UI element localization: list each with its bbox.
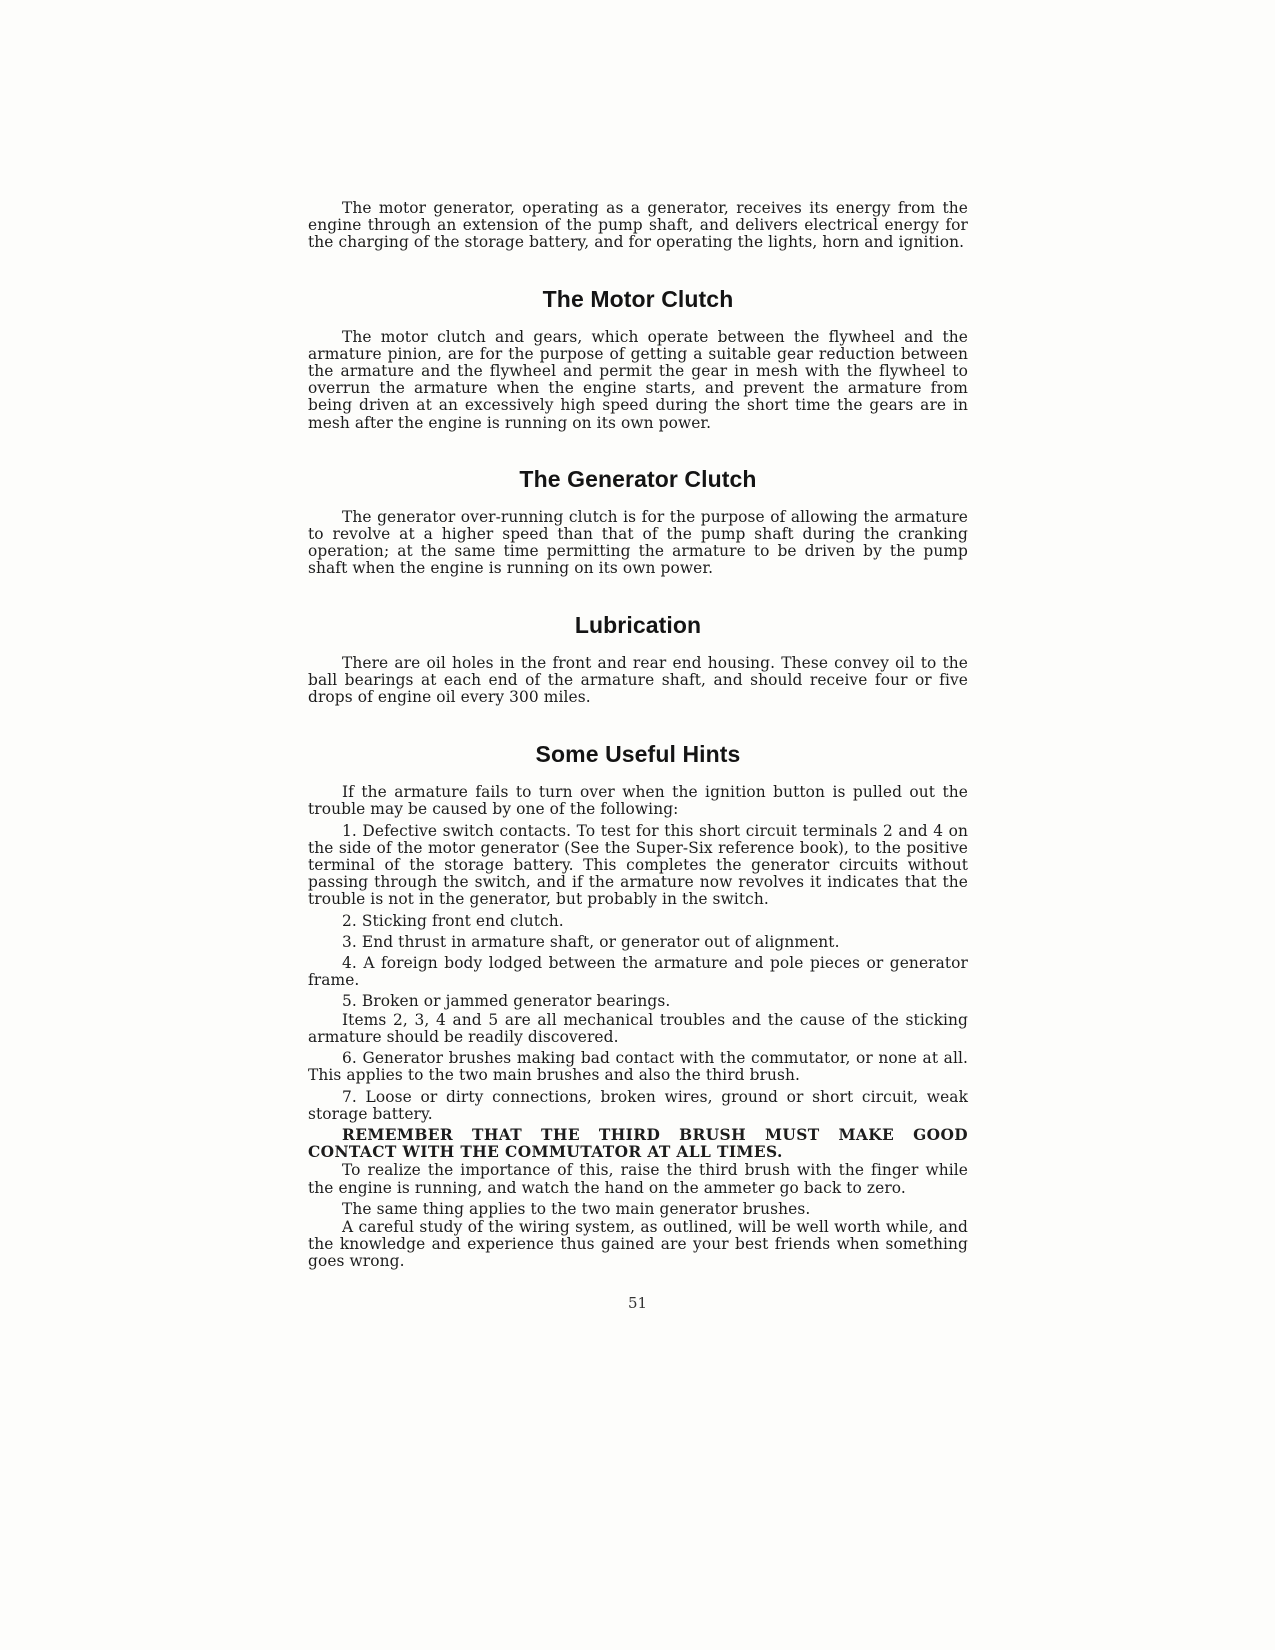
motor-clutch-paragraph: The motor clutch and gears, which operate between the flywheel and the armature pinion, are for the purpose of getting a suitable gear reduction between the armature and the flywheel and permit the gear in mesh with the flywheel to overrun the armature when the engine starts, and prevent the armature from being driven at an excessively high speed during the short time the gears are in mesh after the engine is running on its own power. xyxy=(308,327,968,432)
hint-item-1: 1. Defective switch contacts. To test for this short circuit terminals 2 and 4 on the side of the motor generator (See the Super-Six reference book), to the positive terminal of the storage battery. This completes the generator circuits without passing through the switch, and if the armature now revolves it indicates that the trouble is not in the generator, but probably in the switch. xyxy=(308,821,968,909)
remember-warning: REMEMBER THAT THE THIRD BRUSH MUST MAKE GOOD CONTACT WITH THE COMMUTATOR AT ALL TIMES. xyxy=(308,1125,968,1162)
hint-item-2: 2. Sticking front end clutch. xyxy=(342,911,564,930)
generator-clutch-paragraph: The generator over-running clutch is for the purpose of allowing the armature to revolve at a higher speed than that of the pump shaft during the cranking operation; at the same time permitting the armature to be driven by the pump shaft when the engine is running on its own power. xyxy=(308,507,968,578)
motor-clutch-heading: The Motor Clutch xyxy=(542,285,734,312)
text-column xyxy=(308,200,968,1271)
mechanical-note: Items 2, 3, 4 and 5 are all mechanical troubles and the cause of the sticking armature should be readily discovered. xyxy=(308,1010,968,1046)
realize-paragraph: To realize the importance of this, raise the third brush with the finger while the engine is running, and watch the hand on the ammeter go back to zero. xyxy=(308,1161,968,1197)
careful-study-paragraph: A careful study of the wiring system, as outlined, will be well worth while, and the knowledge and experience thus gained are your best friends when something goes wrong. xyxy=(308,1217,968,1271)
hints-intro-paragraph: If the armature fails to turn over when the ignition button is pulled out the trouble may be caused by one of the following: xyxy=(308,783,968,819)
useful-hints-heading: Some Useful Hints xyxy=(535,741,741,768)
page-number: 51 xyxy=(627,1294,648,1312)
hint-item-6: 6. Generator brushes making bad contact with the commutator, or none at all. This applies to the two main brushes and also the third brush. xyxy=(308,1049,968,1085)
hint-item-5: 5. Broken or jammed generator bearings. xyxy=(342,992,671,1011)
generator-clutch-heading: The Generator Clutch xyxy=(519,465,757,492)
intro-paragraph: The motor generator, operating as a generator, receives its energy from the engine through an extension of the pump shaft, and delivers electrical energy for the charging of the storage battery, and for operating the lights, horn and ignition. xyxy=(308,199,968,252)
lubrication-paragraph: There are oil holes in the front and rear end housing. These convey oil to the ball bearings at each end of the armature shaft, and should receive four or five drops of engine oil every 300 miles. xyxy=(308,653,968,707)
hint-item-7: 7. Loose or dirty connections, broken wires, ground or short circuit, weak storage battery. xyxy=(308,1087,968,1123)
same-thing-paragraph: The same thing applies to the two main generator brushes. xyxy=(342,1199,811,1218)
hint-item-3: 3. End thrust in armature shaft, or generator out of alignment. xyxy=(342,932,840,951)
lubrication-heading: Lubrication xyxy=(574,611,702,638)
hint-item-4: 4. A foreign body lodged between the armature and pole pieces or generator frame. xyxy=(308,954,968,990)
